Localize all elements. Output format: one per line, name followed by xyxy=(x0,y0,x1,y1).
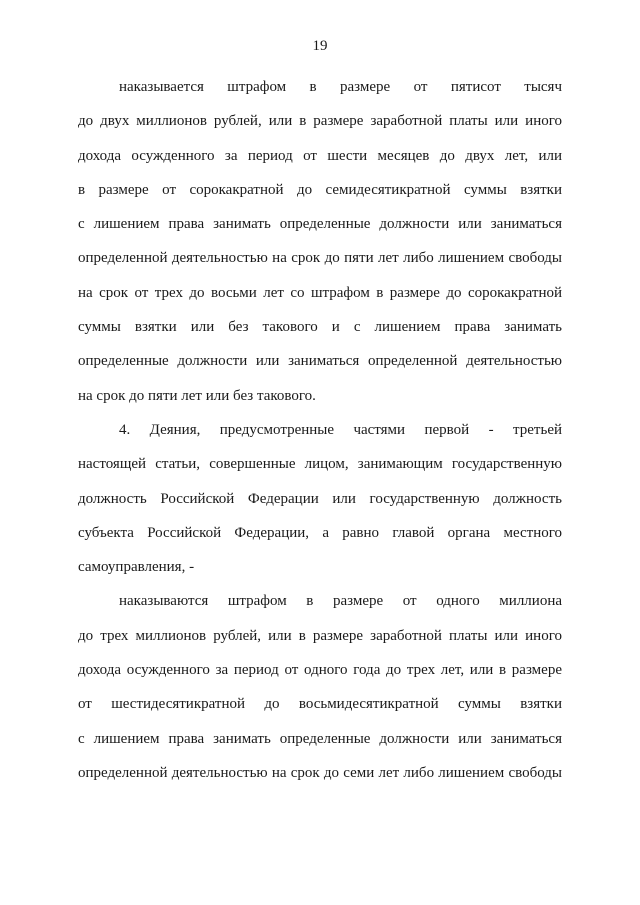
document-body xyxy=(78,70,562,790)
text-line: с лишением права занимать определенные должности или заниматься xyxy=(78,216,562,233)
text-line: наказываются штрафом в размере от одного миллиона xyxy=(119,593,562,610)
text-line: дохода осужденного за период от одного года до трех лет, или в размере xyxy=(78,662,562,679)
text-line: от шестидесятикратной до восьмидесятикратной суммы взятки xyxy=(78,696,562,713)
paragraph-clause-4 xyxy=(78,413,562,584)
text-line: до трех миллионов рублей, или в размере заработной платы или иного xyxy=(78,627,562,644)
text-line: определенные должности или заниматься определенной деятельностью xyxy=(78,353,562,370)
text-line: в размере от сорокакратной до семидесятикратной суммы взятки xyxy=(78,181,562,198)
text-line: дохода осужденного за период от шести месяцев до двух лет, или xyxy=(78,147,562,164)
text-line: определенной деятельностью на срок до семи лет либо лишением свободы xyxy=(78,764,562,781)
paragraph-penalty-2 xyxy=(78,584,562,790)
text-line: должность Российской Федерации или государственную должность xyxy=(78,490,562,507)
text-line: суммы взятки или без такового и с лишением права занимать xyxy=(78,319,562,336)
text-line: 4. Деяния, предусмотренные частями первой - третьей xyxy=(119,421,562,438)
text-line: определенной деятельностью на срок до пяти лет либо лишением свободы xyxy=(78,250,562,267)
text-line: субъекта Российской Федерации, а равно главой органа местного xyxy=(78,524,562,541)
text-line: с лишением права занимать определенные должности или заниматься xyxy=(78,730,562,747)
text-line: на срок от трех до восьми лет со штрафом в размере до сорокакратной xyxy=(78,284,562,301)
page-number: 19 xyxy=(312,38,328,54)
text-line: на срок до пяти лет или без такового. xyxy=(78,387,316,404)
text-line: самоуправления, - xyxy=(78,559,195,576)
text-line: до двух миллионов рублей, или в размере заработной платы или иного xyxy=(78,113,562,130)
text-line: наказывается штрафом в размере от пятисот тысяч xyxy=(119,79,562,95)
paragraph-penalty-1 xyxy=(78,70,562,413)
text-line: настоящей статьи, совершенные лицом, занимающим государственную xyxy=(78,456,562,473)
